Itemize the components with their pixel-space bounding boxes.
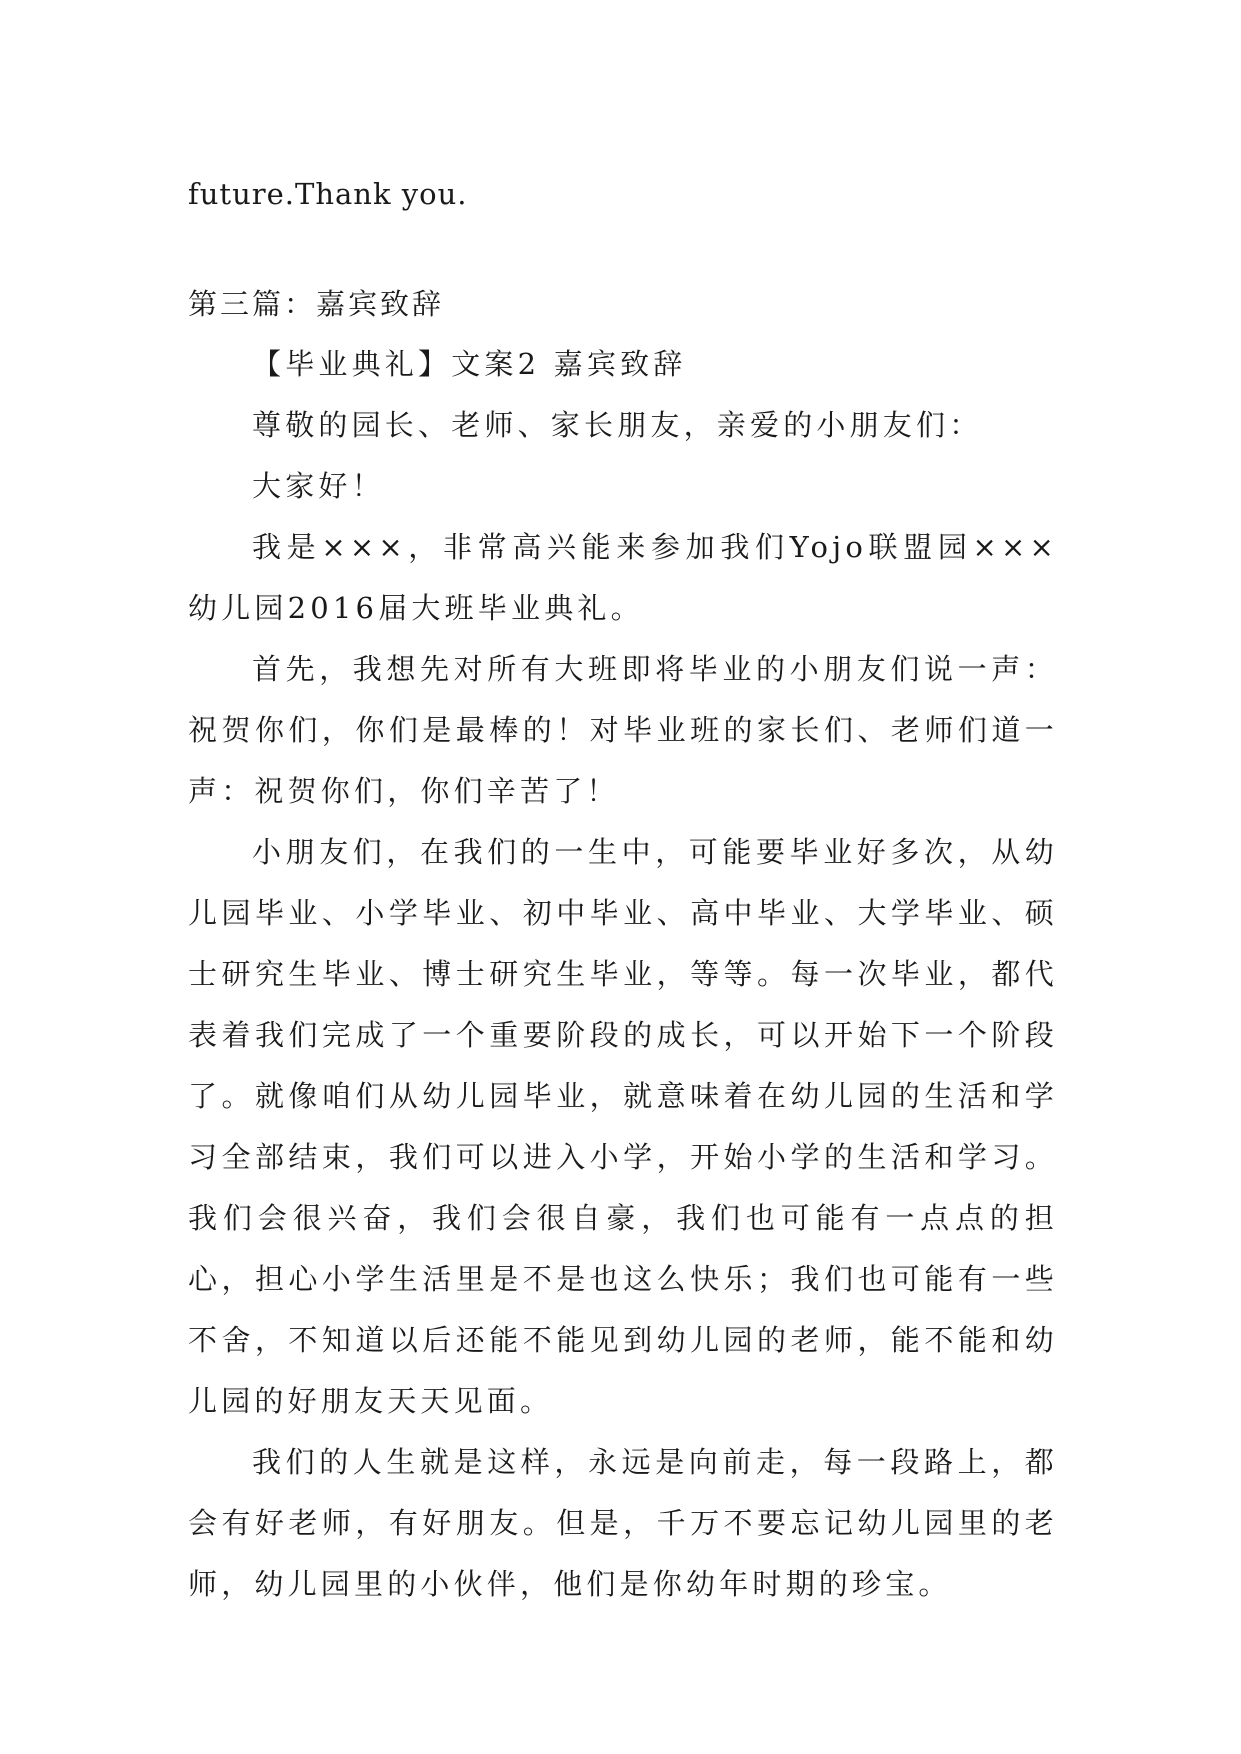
paragraph-introduction: 我是×××，非常高兴能来参加我们Yojo联盟园×××幼儿园2016届大班毕业典礼。 [188, 530, 1058, 625]
paragraph-greeting: 大家好！ [252, 469, 385, 503]
paragraph-life-journey: 我们的人生就是这样，永远是向前走，每一段路上，都会有好老师，有好朋友。但是，千万不要忘记幼儿园里的老师，幼儿园里的小伙伴，他们是你幼年时期的珍宝。 [188, 1445, 1058, 1601]
paragraph-heading: 【毕业典礼】文案2 嘉宾致辞 [252, 347, 687, 381]
section-title: 第三篇：嘉宾致辞 [188, 287, 445, 321]
carryover-text: future.Thank you. [188, 177, 468, 211]
paragraph-graduation-stages: 小朋友们，在我们的一生中，可能要毕业好多次，从幼儿园毕业、小学毕业、初中毕业、高中毕业、大学毕业、硕士研究生毕业、博士研究生毕业，等等。每一次毕业，都代表着我们完成了一个重要阶段的成长，可以开始下一个阶段了。就像咱们从幼儿园毕业，就意味着在幼儿园的生活和学习全部结束，我们可以进入小学，开始小学的生活和学习。我们会很兴奋，我们会很自豪，我们也可能有一点点的担心，担心小学生活里是不是也这么快乐；我们也可能有一些不舍，不知道以后还能不能见到幼儿园的老师，能不能和幼儿园的好朋友天天见面。 [188, 835, 1058, 1418]
paragraph-congratulations: 首先，我想先对所有大班即将毕业的小朋友们说一声：祝贺你们，你们是最棒的！对毕业班的家长们、老师们道一声：祝贺你们，你们辛苦了！ [188, 652, 1058, 808]
paragraph-salutation: 尊敬的园长、老师、家长朋友，亲爱的小朋友们： [252, 408, 983, 442]
document-body [188, 164, 1058, 1615]
